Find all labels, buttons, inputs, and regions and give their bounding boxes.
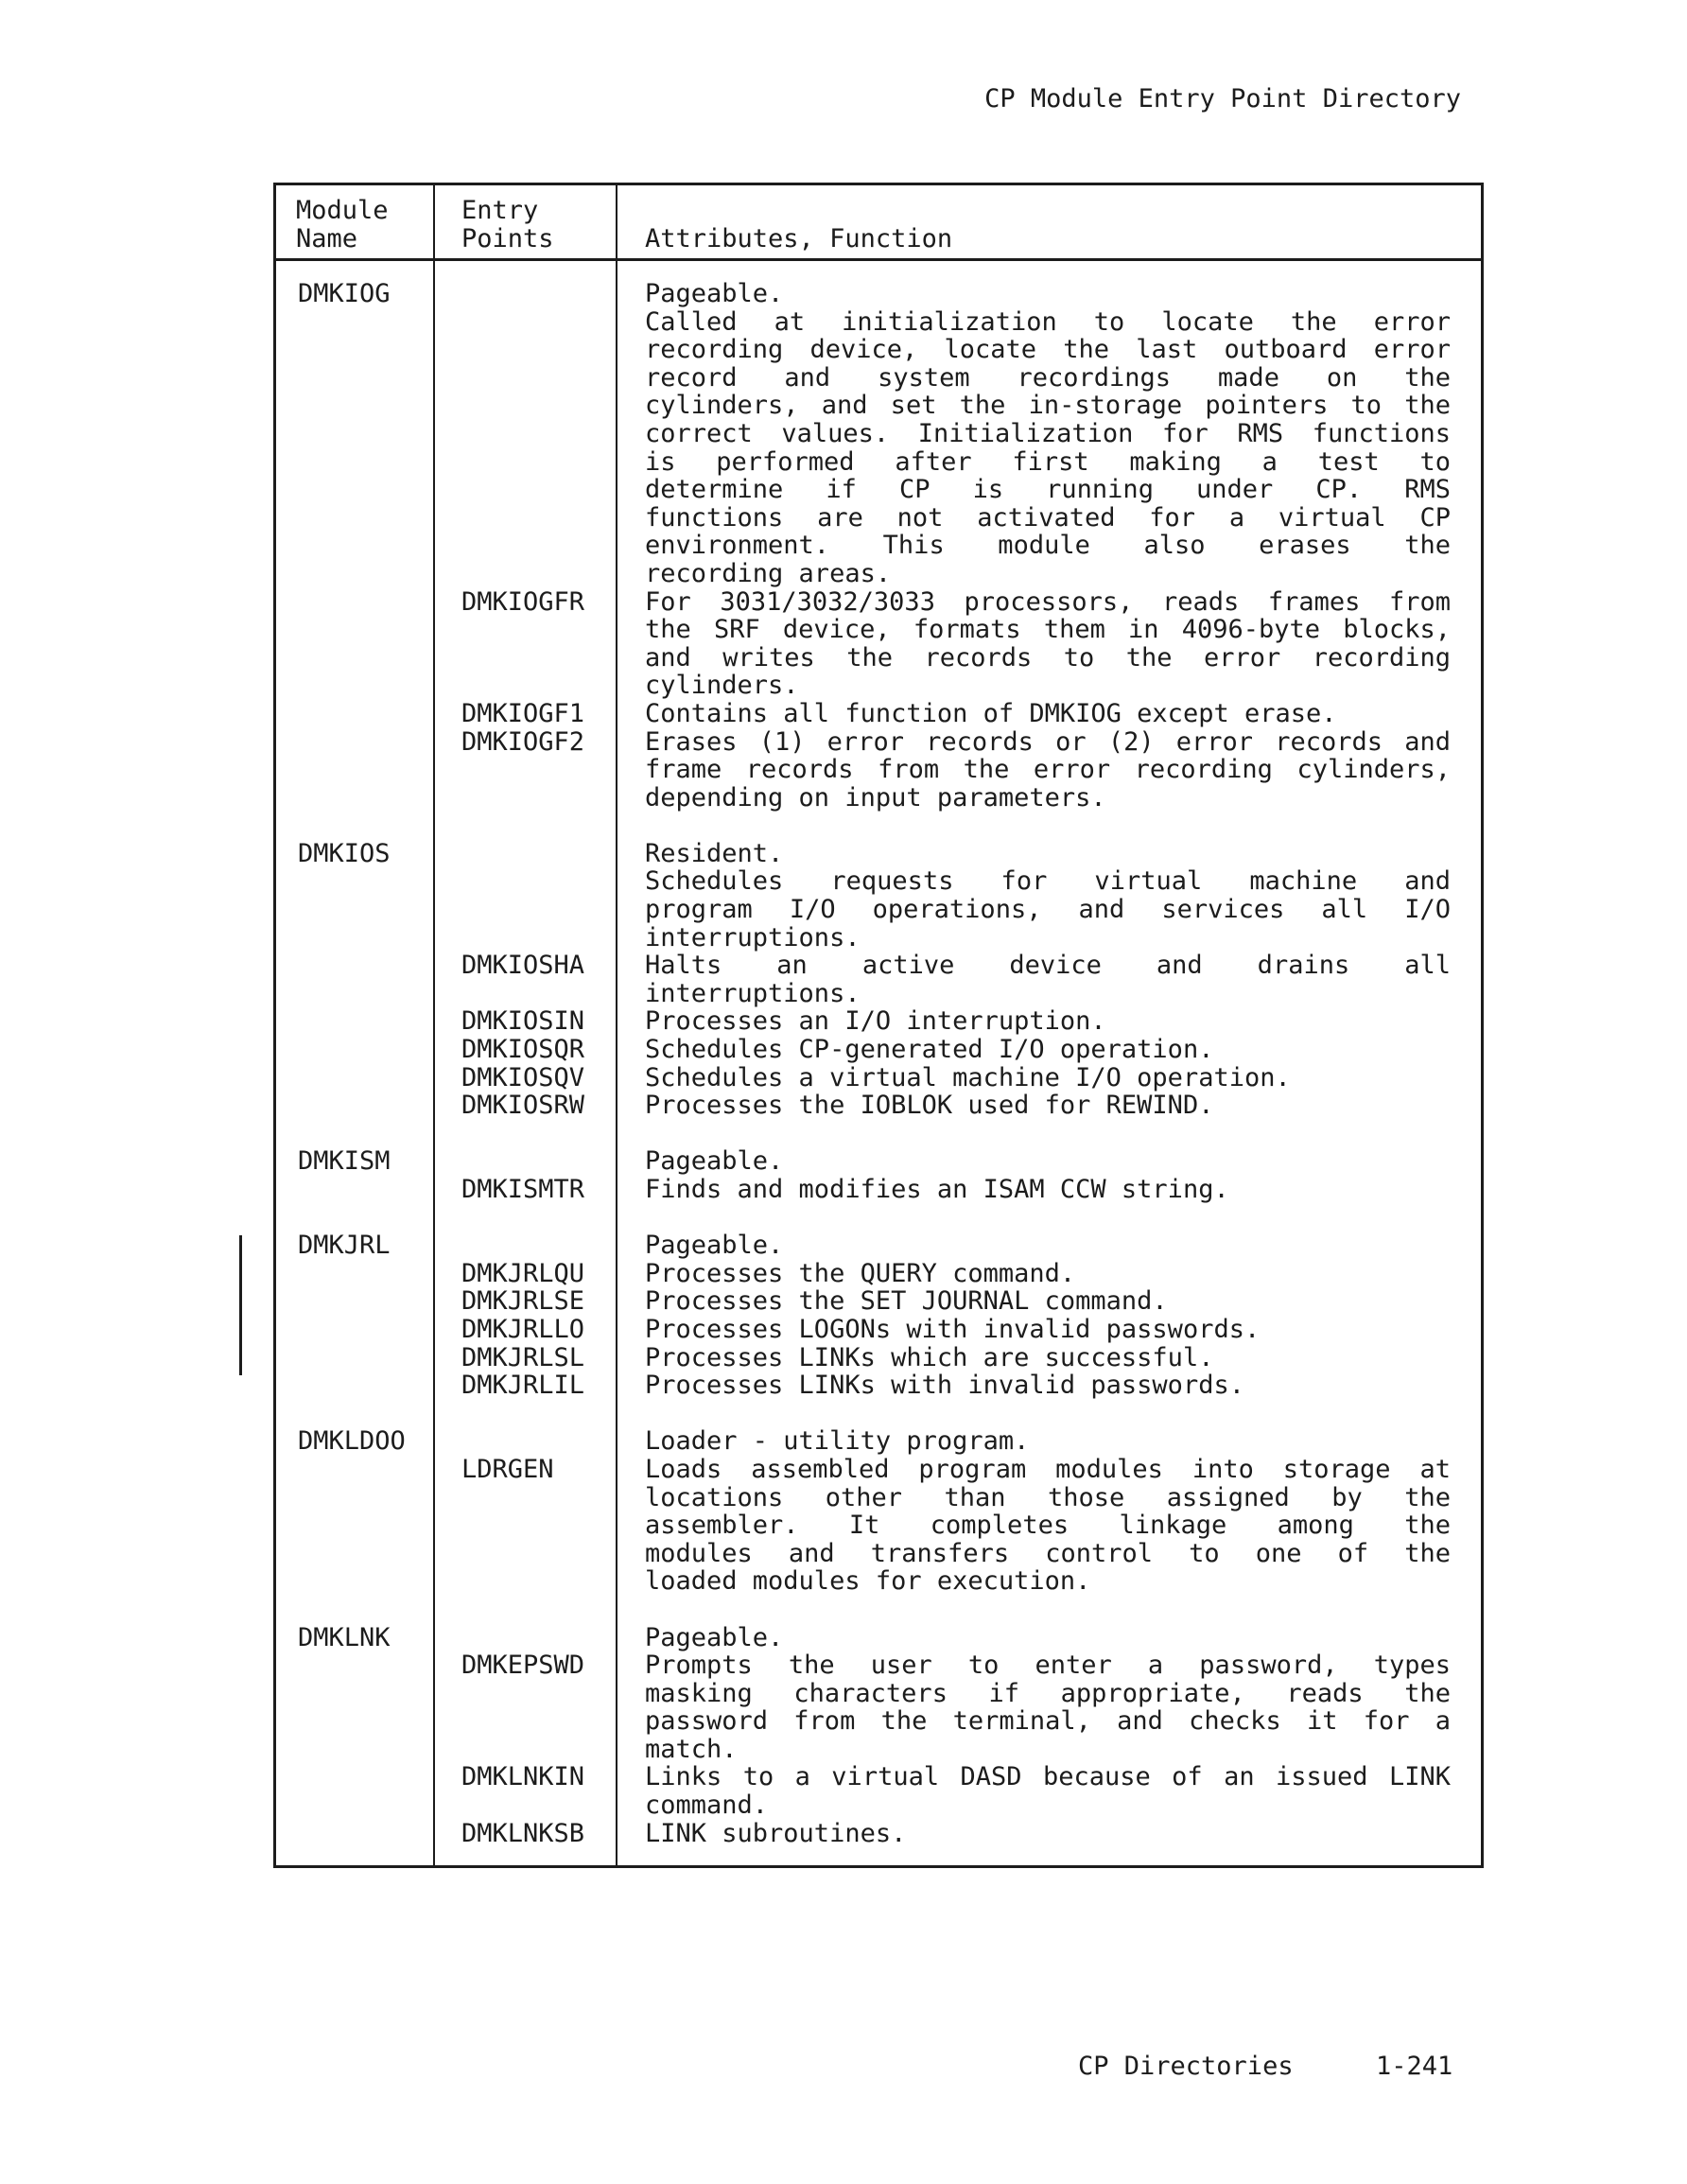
- table-row: [273, 1540, 1484, 1568]
- module-name: DMKLDOO: [298, 1426, 406, 1457]
- module-name: DMKLNK: [298, 1622, 391, 1652]
- function-text-line: Processes an I/O interruption.: [645, 1006, 1106, 1037]
- group-spacer: [273, 1204, 1484, 1232]
- entry-point: DMKIOSQV: [461, 1062, 585, 1092]
- table-row: [273, 364, 1484, 393]
- function-text-line: assembler. It completes linkage among the: [645, 1511, 1451, 1541]
- function-text-line: Schedules a virtual machine I/O operation.: [645, 1062, 1291, 1092]
- entry-point: DMKIOSRW: [461, 1091, 585, 1121]
- table-body: [273, 280, 1484, 1847]
- table-row: [273, 672, 1484, 700]
- function-text-line: Processes the QUERY command.: [645, 1258, 1076, 1288]
- table-row: [273, 952, 1484, 980]
- column-header-entry-line-1: Entry: [461, 196, 539, 225]
- function-text-line: cylinders.: [645, 671, 799, 701]
- group-spacer: [273, 1596, 1484, 1624]
- table-row: [273, 1427, 1484, 1456]
- function-text-line: Processes LINKs with invalid passwords.: [645, 1371, 1244, 1401]
- function-text-line: environment. This module also erases the: [645, 531, 1451, 561]
- function-text-line: Resident.: [645, 838, 784, 868]
- column-header-module-line-2: Name: [296, 223, 358, 253]
- function-text-line: Schedules CP-generated I/O operation.: [645, 1035, 1214, 1065]
- table-row: [273, 784, 1484, 812]
- table-header-row: [273, 197, 1484, 255]
- function-text-line: masking characters if appropriate, reads the: [645, 1678, 1451, 1708]
- function-text-line: correct values. Initialization for RMS functions: [645, 418, 1451, 448]
- function-text-line: Processes LINKs which are successful.: [645, 1342, 1214, 1372]
- function-text-line: Schedules requests for virtual machine and: [645, 866, 1451, 897]
- function-text-line: command.: [645, 1791, 769, 1821]
- table-row: [273, 644, 1484, 673]
- function-text-line: record and system recordings made on the: [645, 362, 1451, 393]
- table-row: [273, 1064, 1484, 1092]
- table-row: [273, 1007, 1484, 1036]
- function-text-line: interruptions.: [645, 922, 861, 952]
- function-text-line: Pageable.: [645, 1146, 784, 1177]
- table-row: [273, 1820, 1484, 1848]
- function-text-line: determine if CP is running under CP. RMS: [645, 475, 1451, 505]
- entry-point: DMKLNKIN: [461, 1762, 585, 1792]
- column-header-entry-points: [461, 197, 554, 253]
- function-text-line: LINK subroutines.: [645, 1818, 907, 1848]
- module-name: DMKISM: [298, 1146, 391, 1177]
- group-spacer: [273, 1400, 1484, 1428]
- revision-change-bar: [239, 1235, 242, 1375]
- entry-point: DMKISMTR: [461, 1175, 585, 1204]
- table-row: [273, 392, 1484, 420]
- table-row: [273, 896, 1484, 924]
- table-row: [273, 1316, 1484, 1344]
- module-name: DMKIOG: [298, 279, 391, 308]
- column-header-module-line-1: Module: [296, 196, 389, 225]
- table-row: [273, 308, 1484, 337]
- table-row: [273, 1651, 1484, 1680]
- function-text-line: locations other than those assigned by the: [645, 1482, 1451, 1512]
- table-row: [273, 420, 1484, 448]
- table-row: [273, 867, 1484, 896]
- running-header: CP Module Entry Point Directory: [984, 84, 1461, 114]
- function-text-line: frame records from the error recording cylinders,: [645, 755, 1451, 785]
- table-row: [273, 336, 1484, 364]
- footer-section-title: CP Directories: [1078, 2052, 1294, 2081]
- table-row: [273, 1232, 1484, 1260]
- table-row: [273, 1344, 1484, 1372]
- entry-point: DMKIOSHA: [461, 951, 585, 981]
- entry-point: DMKJRLIL: [461, 1371, 585, 1401]
- function-text-line: Links to a virtual DASD because of an issued LINK: [645, 1762, 1451, 1792]
- module-name: DMKIOS: [298, 838, 391, 868]
- function-text-line: functions are not activated for a virtual CP: [645, 502, 1451, 533]
- function-text-line: Processes the IOBLOK used for REWIND.: [645, 1091, 1214, 1121]
- function-text-line: loaded modules for execution.: [645, 1566, 1091, 1597]
- function-text-line: Pageable.: [645, 1622, 784, 1652]
- table-row: [273, 1763, 1484, 1791]
- table-row: [273, 700, 1484, 728]
- function-text-line: the SRF device, formats them in 4096-byte blocks,: [645, 615, 1451, 645]
- function-text-line: and writes the records to the error recording: [645, 642, 1451, 673]
- table-row: [273, 532, 1484, 560]
- function-text-line: modules and transfers control to one of the: [645, 1538, 1451, 1568]
- table-row: [273, 448, 1484, 477]
- page-number: 1-241: [1376, 2052, 1453, 2081]
- table-row: [273, 1791, 1484, 1820]
- table-row: [273, 1287, 1484, 1316]
- function-text-line: recording areas.: [645, 558, 892, 588]
- column-header-entry-line-2: Points: [461, 223, 554, 253]
- entry-point: DMKJRLLO: [461, 1314, 585, 1344]
- function-text-line: Pageable.: [645, 1231, 784, 1261]
- function-text-line: Halts an active device and drains all: [645, 951, 1451, 981]
- module-name: DMKJRL: [298, 1231, 391, 1261]
- entry-point: DMKIOSQR: [461, 1035, 585, 1065]
- table-row: [273, 1176, 1484, 1204]
- table-row: [273, 588, 1484, 617]
- table-row: [273, 1736, 1484, 1764]
- entry-point: LDRGEN: [461, 1454, 554, 1484]
- table-row: [273, 980, 1484, 1008]
- entry-point: DMKLNKSB: [461, 1818, 585, 1848]
- function-text-line: Processes the SET JOURNAL command.: [645, 1286, 1168, 1317]
- function-text-line: password from the terminal, and checks it for a: [645, 1706, 1451, 1737]
- table-row: [273, 728, 1484, 757]
- function-text-line: Contains all function of DMKIOG except erase.: [645, 698, 1337, 728]
- table-row: [273, 1624, 1484, 1652]
- function-text-line: depending on input parameters.: [645, 782, 1106, 812]
- function-text-line: interruptions.: [645, 978, 861, 1008]
- table-row: [273, 280, 1484, 308]
- table-row: [273, 1147, 1484, 1176]
- function-text-line: recording device, locate the last outboard error: [645, 335, 1451, 365]
- function-text-line: For 3031/3032/3033 processors, reads frames from: [645, 586, 1451, 617]
- column-header-module-name: [296, 197, 389, 253]
- function-text-line: Loads assembled program modules into storage at: [645, 1454, 1451, 1484]
- header-rule: [273, 258, 1484, 261]
- column-header-attributes-function: Attributes, Function: [645, 223, 953, 253]
- function-text-line: Prompts the user to enter a password, types: [645, 1651, 1451, 1681]
- table-row: [273, 1456, 1484, 1484]
- function-text-line: Pageable.: [645, 279, 784, 308]
- entry-point: DMKIOGF1: [461, 698, 585, 728]
- table-row: [273, 840, 1484, 868]
- group-spacer: [273, 1120, 1484, 1148]
- table-row: [273, 1092, 1484, 1120]
- table-row: [273, 1680, 1484, 1708]
- group-spacer: [273, 812, 1484, 840]
- function-text-line: Erases (1) error records or (2) error records and: [645, 726, 1451, 757]
- entry-point: DMKEPSWD: [461, 1651, 585, 1681]
- table-row: [273, 1511, 1484, 1540]
- table-row: [273, 1484, 1484, 1512]
- table-row: [273, 1260, 1484, 1288]
- function-text-line: Processes LOGONs with invalid passwords.: [645, 1314, 1261, 1344]
- function-text-line: program I/O operations, and services all I/O: [645, 895, 1451, 925]
- table-row: [273, 756, 1484, 784]
- entry-point: DMKJRLQU: [461, 1258, 585, 1288]
- entry-point: DMKJRLSE: [461, 1286, 585, 1317]
- table-row: [273, 560, 1484, 588]
- table-row: [273, 1567, 1484, 1596]
- entry-point: DMKIOGF2: [461, 726, 585, 757]
- entry-point: DMKIOSIN: [461, 1006, 585, 1037]
- function-text-line: Called at initialization to locate the error: [645, 306, 1451, 337]
- function-text-line: is performed after first making a test to: [645, 446, 1451, 477]
- function-text-line: cylinders, and set the in-storage pointers to the: [645, 391, 1451, 421]
- table-row: [273, 1036, 1484, 1064]
- entry-point: DMKJRLSL: [461, 1342, 585, 1372]
- table-row: [273, 1707, 1484, 1736]
- function-text-line: match.: [645, 1734, 738, 1764]
- entry-point: DMKIOGFR: [461, 586, 585, 617]
- table-row: [273, 616, 1484, 644]
- table-row: [273, 1372, 1484, 1400]
- table-row: [273, 476, 1484, 504]
- function-text-line: Loader - utility program.: [645, 1426, 1030, 1457]
- function-text-line: Finds and modifies an ISAM CCW string.: [645, 1175, 1229, 1204]
- table-row: [273, 504, 1484, 533]
- table-row: [273, 924, 1484, 952]
